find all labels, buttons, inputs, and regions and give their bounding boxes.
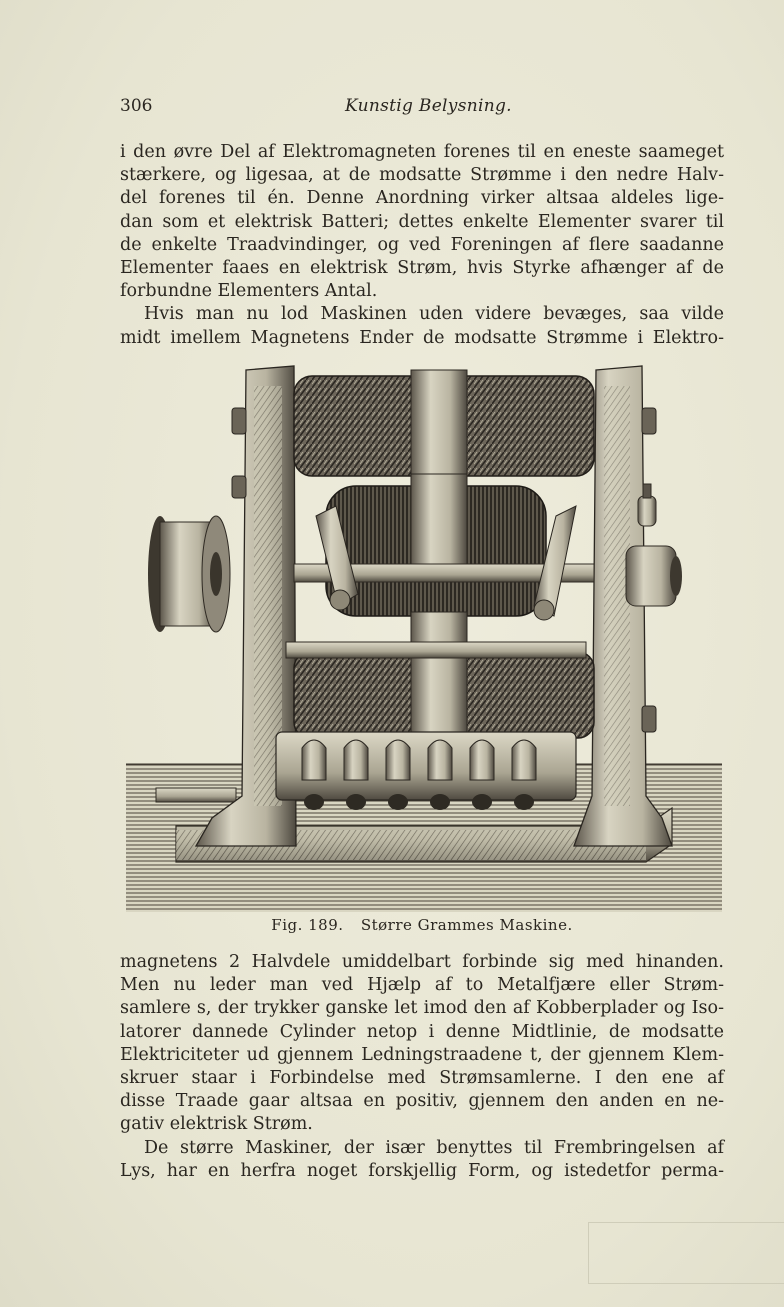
text-line: magnetens 2 Halvdele umiddelbart forbinde sig med hinanden. — [120, 952, 724, 972]
text-line: De større Maskiner, der især benyttes til Frembringelsen af — [144, 1137, 724, 1158]
text-line: dan som et elektrisk Batteri; dettes enkelte Elementer svarer til — [120, 211, 724, 232]
text-line: Men nu leder man ved Hjælp af to Metalfjære eller Strøm- — [120, 975, 724, 996]
text-line: stærkere, og ligesaa, at de modsatte Strømme i den nedre Halv- — [120, 165, 724, 186]
text-block-top — [120, 141, 724, 350]
gramme-machine-engraving — [126, 356, 722, 912]
text-line: disse Traade gaar altsaa en positiv, gjennem den anden en ne- — [120, 1091, 724, 1112]
text-line: Elementer faaes en elektrisk Strøm, hvis Styrke afhænger af de — [120, 257, 724, 278]
figure-title: Større Grammes Maskine. — [360, 916, 573, 934]
text-line: Elektriciteter ud gjennem Ledningstraadene t, der gjennem Klem- — [120, 1044, 724, 1065]
text-line: del forenes til én. Denne Anordning virker altsaa aldeles lige- — [120, 188, 724, 209]
text-line: latorer dannede Cylinder netop i denne Midtlinie, de modsatte — [120, 1021, 724, 1042]
page-number: 306 — [120, 96, 153, 116]
text-line: samlere s, der trykker ganske let imod den af Kobberplader og Iso- — [120, 998, 724, 1019]
text-line: gativ elektrisk Strøm. — [120, 1114, 313, 1135]
text-line: Hvis man nu lod Maskinen uden videre bevæges, saa vilde — [144, 304, 724, 325]
page-header — [120, 96, 724, 120]
figure-label: Fig. 189. — [271, 916, 344, 934]
text-line: midt imellem Magnetens Ender de modsatte Strømme i Elektro- — [120, 327, 724, 348]
text-line: Lys, har en herfra noget forskjellig Form, og istedetfor perma- — [120, 1160, 724, 1181]
running-title: Kunstig Belysning. — [345, 96, 512, 116]
library-stamp-frame — [588, 1222, 784, 1284]
text-line: skruer staar i Forbindelse med Strømsamlerne. I den ene af — [120, 1067, 724, 1088]
text-block-bottom — [120, 951, 724, 1183]
figure-caption — [120, 916, 724, 934]
text-line: forbundne Elementers Antal. — [120, 281, 378, 302]
text-line: de enkelte Traadvindinger, og ved Foreningen af flere saadanne — [120, 234, 724, 255]
text-line: i den øvre Del af Elektromagneten forenes til en eneste saameget — [120, 142, 724, 162]
